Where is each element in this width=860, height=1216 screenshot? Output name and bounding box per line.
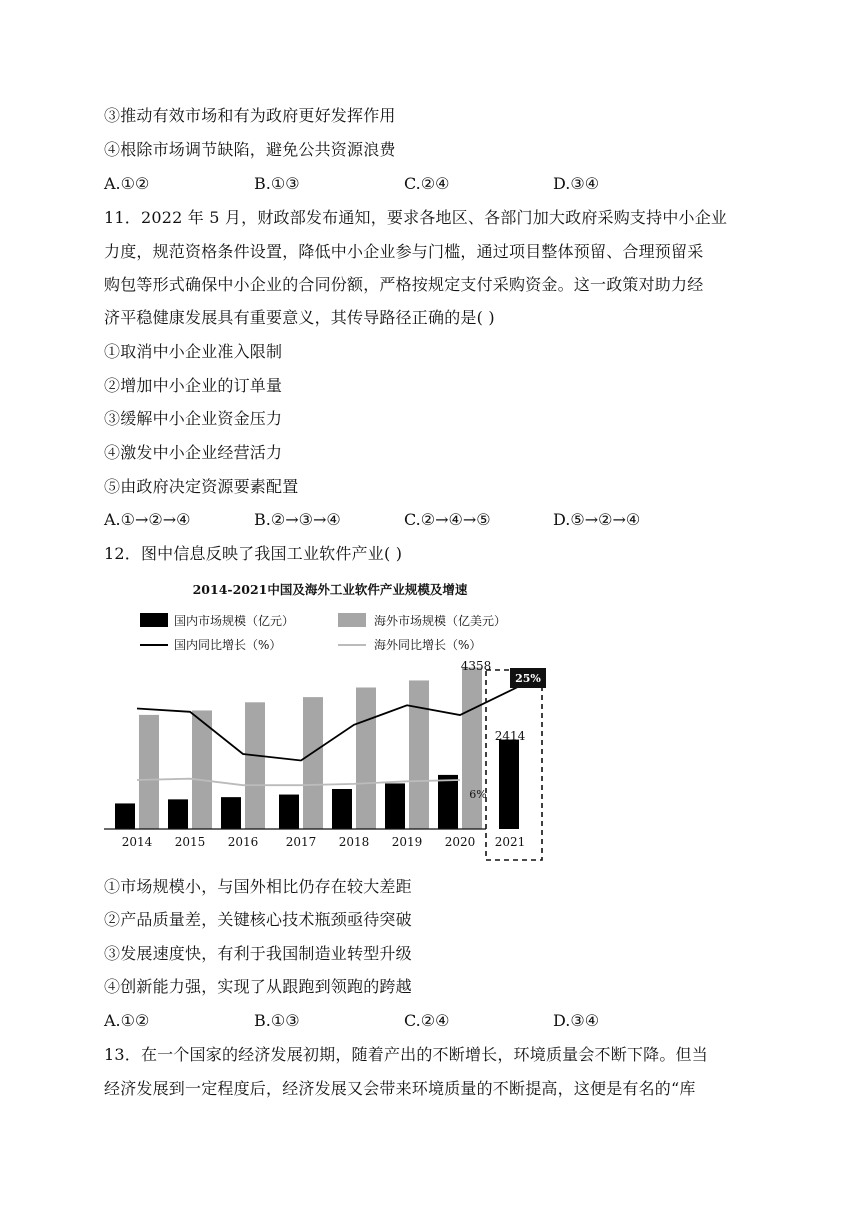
x-tick-2014: 2014 bbox=[121, 835, 153, 849]
option-c[interactable]: C.②④ bbox=[404, 174, 450, 193]
q11-item-1: ①取消中小企业准入限制 bbox=[104, 342, 283, 361]
bar-domestic-2019 bbox=[385, 783, 405, 829]
legend-swatch-domestic-scale bbox=[140, 613, 168, 627]
data-label-domestic-2021: 2414 bbox=[494, 729, 526, 743]
x-tick-2015: 2015 bbox=[174, 835, 206, 849]
q12-stem: 12．图中信息反映了我国工业软件产业( ) bbox=[104, 544, 403, 563]
q10-item-4: ④根除市场调节缺陷，避免公共资源浪费 bbox=[104, 140, 396, 159]
bar-domestic-2021 bbox=[499, 740, 519, 829]
x-tick-2021: 2021 bbox=[494, 835, 526, 849]
bar-overseas-2014 bbox=[139, 715, 159, 829]
option-b[interactable]: B.②→③→④ bbox=[254, 510, 341, 529]
q13-stem-line-1: 13．在一个国家的经济发展初期，随着产出的不断增长，环境质量会不断下降。但当 bbox=[104, 1045, 708, 1064]
bar-overseas-2016 bbox=[245, 702, 265, 829]
q10-options bbox=[104, 174, 724, 194]
q10-item-3: ③推动有效市场和有为政府更好发挥作用 bbox=[104, 106, 396, 125]
option-c[interactable]: C.②④ bbox=[404, 1011, 450, 1030]
q12-item-4: ④创新能力强，实现了从跟跑到领跑的跨越 bbox=[104, 977, 412, 996]
q11-item-2: ②增加中小企业的订单量 bbox=[104, 376, 283, 395]
q11-item-5: ⑤由政府决定资源要素配置 bbox=[104, 477, 299, 496]
bar-overseas-2018 bbox=[356, 687, 376, 829]
data-label-overseas-growth-2020: 6% bbox=[469, 788, 487, 801]
bar-overseas-2015 bbox=[192, 710, 212, 829]
x-tick-2019: 2019 bbox=[391, 835, 423, 849]
q12-item-3: ③发展速度快，有利于我国制造业转型升级 bbox=[104, 944, 412, 963]
q11-stem-line-4: 济平稳健康发展具有重要意义，其传导路径正确的是( ) bbox=[104, 308, 495, 327]
legend-label-domestic-scale: 国内市场规模（亿元） bbox=[174, 614, 295, 628]
data-label-overseas-2020: 4358 bbox=[460, 659, 492, 673]
chart-title: 2014-2021中国及海外工业软件产业规模及增速 bbox=[192, 582, 468, 597]
q11-item-4: ④激发中小企业经营活力 bbox=[104, 443, 283, 462]
q11-stem-line-3: 购包等形式确保中小企业的合同份额，严格按规定支付采购资金。这一政策对助力经 bbox=[104, 275, 704, 294]
chart bbox=[100, 574, 560, 874]
option-d[interactable]: D.③④ bbox=[553, 174, 600, 193]
bar-domestic-2018 bbox=[332, 789, 352, 829]
chart-svg bbox=[100, 574, 560, 874]
x-tick-2016: 2016 bbox=[227, 835, 259, 849]
bar-domestic-2017 bbox=[279, 795, 299, 829]
option-c[interactable]: C.②→④→⑤ bbox=[404, 510, 491, 529]
data-label-domestic-growth-2021: 25% bbox=[515, 672, 541, 685]
option-d[interactable]: D.⑤→②→④ bbox=[553, 510, 641, 529]
legend-label-overseas-scale: 海外市场规模（亿美元） bbox=[374, 614, 507, 628]
option-a[interactable]: A.①② bbox=[104, 1011, 150, 1030]
option-b[interactable]: B.①③ bbox=[254, 1011, 300, 1030]
x-tick-2017: 2017 bbox=[285, 835, 317, 849]
bar-overseas-2017 bbox=[303, 697, 323, 829]
bar-domestic-2014 bbox=[115, 803, 135, 829]
x-tick-2018: 2018 bbox=[338, 835, 370, 849]
legend-swatch-overseas-scale bbox=[338, 613, 366, 627]
option-d[interactable]: D.③④ bbox=[553, 1011, 600, 1030]
q11-stem-line-2: 力度，规范资格条件设置，降低中小企业参与门槛，通过项目整体预留、合理预留采 bbox=[104, 242, 704, 261]
option-a[interactable]: A.①② bbox=[104, 174, 150, 193]
q12-item-2: ②产品质量差，关键核心技术瓶颈亟待突破 bbox=[104, 910, 412, 929]
bar-domestic-2016 bbox=[221, 797, 241, 829]
legend-label-domestic-growth: 国内同比增长（%） bbox=[174, 638, 282, 652]
q12-item-1: ①市场规模小，与国外相比仍存在较大差距 bbox=[104, 877, 412, 896]
option-a[interactable]: A.①→②→④ bbox=[104, 510, 191, 529]
q11-stem-line-1: 11．2022 年 5 月，财政部发布通知，要求各地区、各部门加大政府采购支持中小企业 bbox=[104, 208, 728, 227]
bar-overseas-2019 bbox=[409, 680, 429, 829]
bar-domestic-2015 bbox=[168, 799, 188, 829]
legend-label-overseas-growth: 海外同比增长（%） bbox=[374, 638, 482, 652]
q11-item-3: ③缓解中小企业资金压力 bbox=[104, 409, 283, 428]
q11-options bbox=[104, 510, 724, 530]
x-tick-2020: 2020 bbox=[444, 835, 476, 849]
option-b[interactable]: B.①③ bbox=[254, 174, 300, 193]
q13-stem-line-2: 经济发展到一定程度后，经济发展又会带来环境质量的不断提高，这便是有名的“库 bbox=[104, 1079, 696, 1098]
bar-domestic-2020 bbox=[438, 775, 458, 829]
bar-overseas-2020 bbox=[462, 668, 482, 829]
q12-options bbox=[104, 1011, 724, 1031]
